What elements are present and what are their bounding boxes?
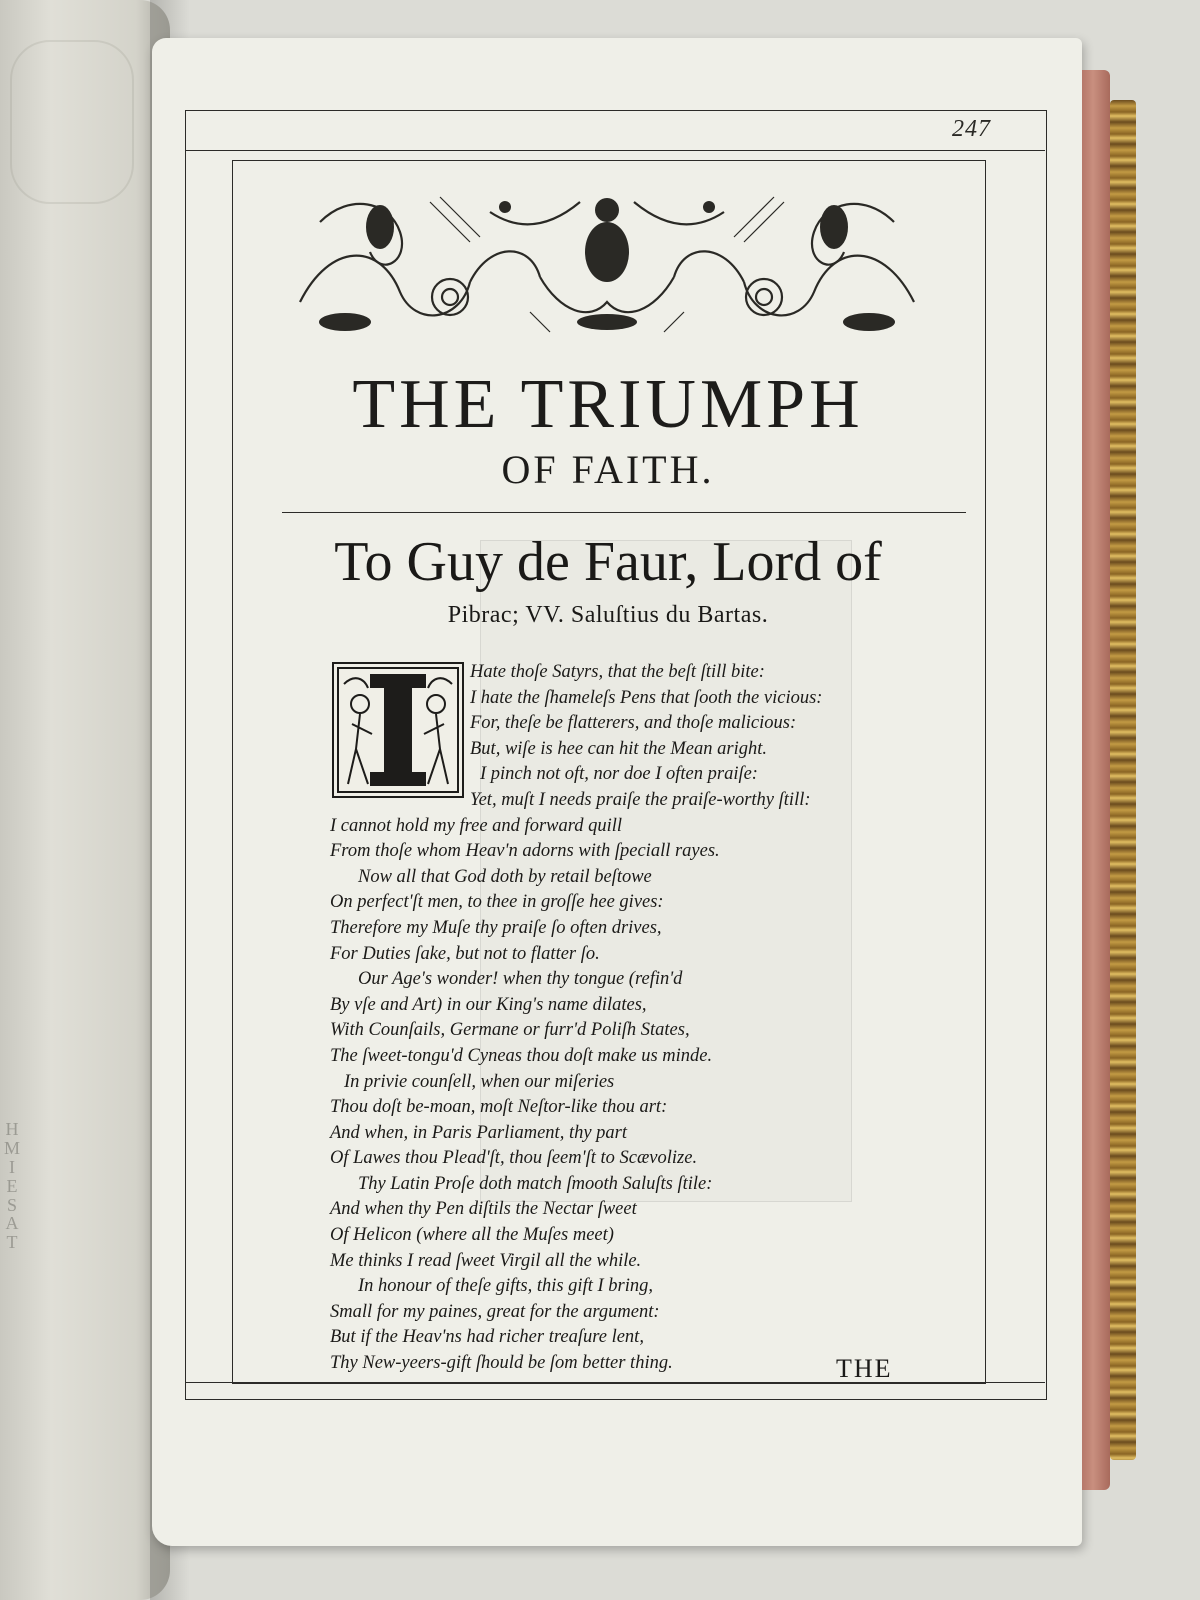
poem-line: In honour of theſe gifts, this gift I bring,	[358, 1276, 653, 1297]
page-title: THE TRIUMPH	[352, 366, 864, 443]
left-page	[0, 0, 170, 1600]
poem-line: The ſweet-tongu'd Cyneas thou doſt make us minde.	[330, 1045, 713, 1066]
poem-line: On perfect'ſt men, to thee in groſſe hee gives:	[330, 892, 664, 913]
left-margin-letter: I	[9, 1156, 15, 1177]
left-margin-letter: H	[5, 1119, 19, 1139]
dedication-heading: To Guy de Faur, Lord of	[334, 531, 882, 593]
poem-line: Of Lawes thou Plead'ſt, thou ſeem'ſt to Scævolize.	[330, 1148, 698, 1169]
left-margin-letter: E	[6, 1175, 18, 1196]
poem-line: With Counſails, Germane or furr'd Poliſh States,	[330, 1020, 690, 1041]
poem-line: Hate thoſe Satyrs, that the beſt ſtill bite:	[470, 662, 765, 682]
catchword: THE	[836, 1354, 893, 1383]
poem-line: Now all that God doth by retail beſtowe	[358, 866, 652, 887]
poem-line: Yet, muſt I needs praiſe the praiſe-worthy ſtill:	[470, 789, 811, 810]
poem-line: From thoſe whom Heav'n adorns with ſpeciall rayes.	[330, 841, 720, 862]
poem-line: In privie counſell, when our miſeries	[344, 1071, 615, 1092]
headpiece-ornament	[290, 182, 924, 342]
poem-line: And when, in Paris Parliament, thy part	[330, 1122, 628, 1143]
poem-line: But if the Heav'ns had richer treaſure lent,	[330, 1327, 644, 1348]
poem-line: And when thy Pen diſtils the Nectar ſweet	[330, 1199, 637, 1220]
poem-line: I cannot hold my free and forward quill	[330, 815, 623, 836]
title-rule	[282, 512, 966, 513]
poem-line: Thou doſt be-moan, moſt Neſtor-like thou art:	[330, 1097, 668, 1118]
poem-line: For Duties ſake, but not to flatter ſo.	[330, 943, 600, 964]
left-page-ornament-bleed	[10, 40, 134, 204]
poem-line: Thy New-yeers-gift ſhould be ſom better thing.	[330, 1353, 673, 1374]
left-margin-letter: M	[4, 1137, 21, 1158]
poem-line: Of Helicon (where all the Muſes meet)	[330, 1225, 614, 1246]
poem-body	[330, 660, 890, 1377]
dedication-subheading: Pibrac; VV. Saluſtius du Bartas.	[447, 602, 769, 628]
poem-line: But, wiſe is hee can hit the Mean aright.	[470, 738, 767, 759]
poem-line: Our Age's wonder! when thy tongue (refin'd	[358, 969, 683, 990]
gilt-spine	[1110, 100, 1136, 1460]
poem-line: Thy Latin Proſe doth match ſmooth Saluſts ſtile:	[358, 1173, 713, 1194]
header-rule	[185, 150, 1045, 151]
poem-line: For, theſe be flatterers, and thoſe malicious:	[470, 713, 797, 734]
poem-line: Therefore my Muſe thy praiſe ſo often drives,	[330, 917, 662, 938]
left-margin-letter: A	[5, 1213, 19, 1234]
left-margin-letters	[4, 1120, 20, 1252]
poem-line: By vſe and Art) in our King's name dilates,	[330, 994, 647, 1015]
left-margin-letter: T	[6, 1232, 18, 1253]
page-subtitle: OF FAITH.	[501, 447, 715, 492]
page-edges	[1082, 70, 1110, 1490]
left-margin-letter: S	[6, 1194, 17, 1215]
poem-line: I pinch not oft, nor doe I often praiſe:	[480, 764, 758, 785]
page-number: 247	[952, 116, 991, 142]
poem-line: I hate the ſhameleſs Pens that ſooth the vicious:	[470, 687, 823, 708]
poem-line: Small for my paines, great for the argument:	[330, 1301, 660, 1322]
poem-line: Me thinks I read ſweet Virgil all the while.	[330, 1250, 642, 1271]
